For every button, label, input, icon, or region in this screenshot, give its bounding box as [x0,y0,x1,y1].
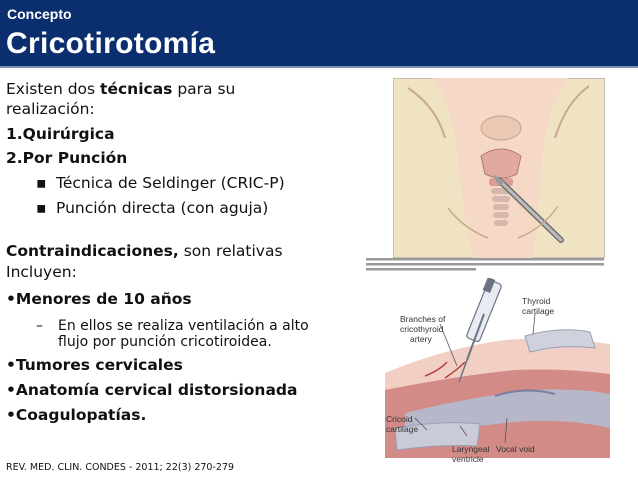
label-vocal-void: Vocal void [496,444,535,454]
label-laryngeal-ventricle [452,444,489,464]
contraindication-note-line-1: En ellos se realiza ventilación a alto [58,318,309,334]
dash-bullet-icon: – [36,318,43,334]
contraindication-item-1: •Menores de 10 años [6,290,192,308]
contraindications-suffix: son relativas [178,242,283,260]
contraindication-note-line-2: flujo por punción cricotiroidea. [58,334,272,350]
section-kicker: Concepto [7,6,72,22]
figure-caption-placeholder [366,257,606,271]
intro-line-2: realización: [6,100,95,118]
technique-item-1: 1.Quirúrgica [6,125,115,143]
label-cricoid-line-2: cartilage [386,424,419,434]
sub-item-direct-label: Punción directa (con aguja) [56,199,269,217]
intro-suffix: para su [172,80,236,98]
label-laryngeal-line-2: ventricle [452,454,484,464]
page-title: Cricotirotomía [6,27,216,60]
intro-line-1 [6,79,235,99]
header-divider [0,66,638,68]
label-cricoid-cartilage [386,414,418,434]
contraindication-item-4: •Coagulopatías. [6,406,147,424]
contraindications-bold: Contraindicaciones, [6,242,179,260]
label-thyroid-cartilage [522,296,554,316]
label-branches-cricothyroid-artery [400,314,445,344]
contraindications-heading [6,241,283,261]
intro-bold: técnicas [100,80,173,98]
sub-item-direct [36,198,268,218]
title-banner [0,0,638,66]
sub-item-seldinger [36,173,285,193]
contraindication-item-2: •Tumores cervicales [6,356,183,374]
square-bullet-icon: ▪ [36,174,47,192]
label-laryngeal-line-1: Laryngeal [452,444,490,454]
label-thyroid-line-1: Thyroid [522,296,551,306]
neck-incision-illustration [393,78,605,258]
label-branches-line-1: Branches of [400,314,446,324]
square-bullet-icon: ▪ [36,199,47,217]
label-cricoid-line-1: Cricoid [386,414,413,424]
intro-prefix: Existen dos [6,80,101,98]
needle-puncture-illustration [385,278,610,458]
sub-item-seldinger-label: Técnica de Seldinger (CRIC-P) [56,174,285,192]
contraindication-item-3: •Anatomía cervical distorsionada [6,381,298,399]
technique-item-2: 2.Por Punción [6,149,128,167]
label-thyroid-line-2: cartilage [522,306,555,316]
includes-label: Incluyen: [6,263,77,281]
label-branches-line-2: cricothyroid [400,324,444,334]
label-branches-line-3: artery [410,334,432,344]
reference-citation: REV. MED. CLIN. CONDES - 2011; 22(3) 270-279 [6,462,235,473]
